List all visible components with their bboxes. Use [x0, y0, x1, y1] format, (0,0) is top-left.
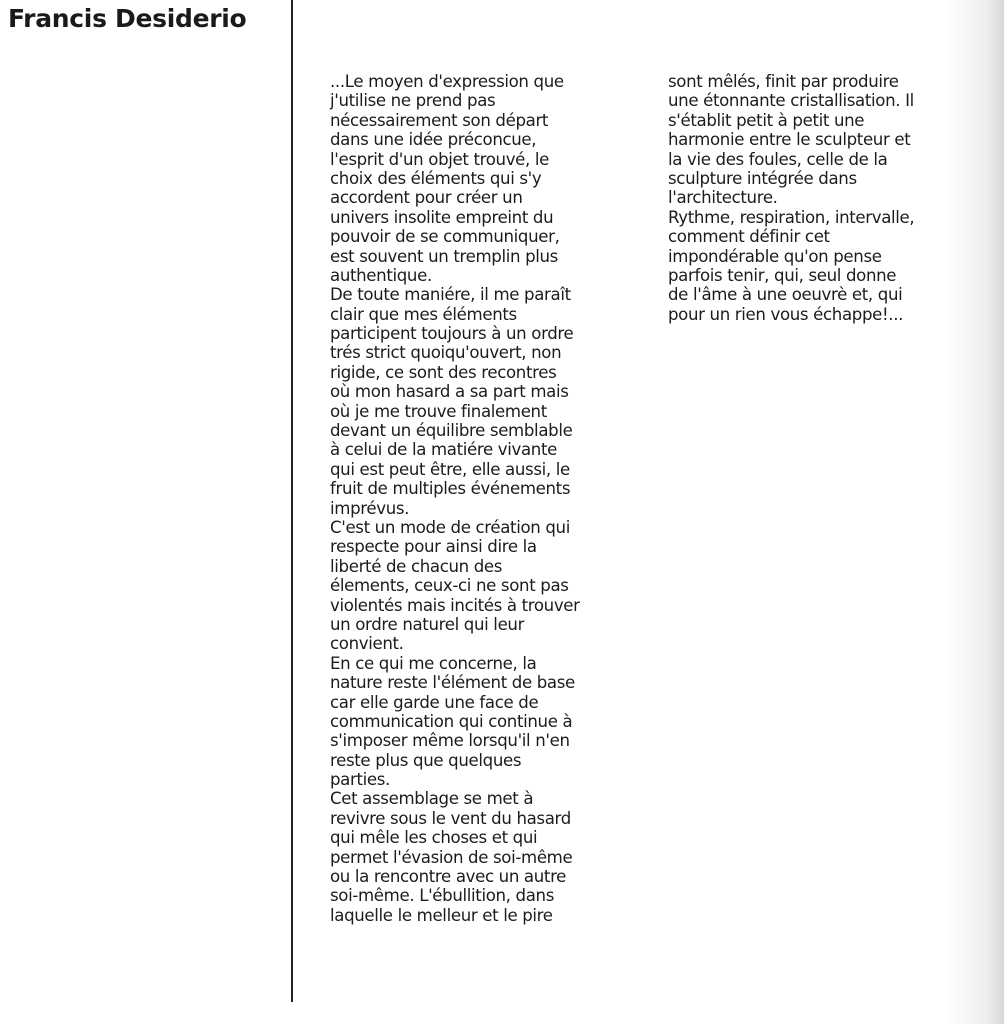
text-line: accordent pour créer un	[330, 188, 523, 208]
text-line: convient.	[330, 634, 404, 654]
text-line: un ordre naturel qui leur	[330, 614, 525, 634]
text-column-left	[330, 72, 640, 925]
text-line: participent toujours à un ordre	[330, 324, 574, 344]
text-line: reste plus que quelques	[330, 750, 522, 770]
text-line: où je me trouve finalement	[330, 401, 547, 421]
text-line: De toute maniére, il me paraît	[330, 285, 571, 305]
text-line: car elle garde une face de	[330, 692, 539, 712]
text-line: devant un équilibre semblable	[330, 421, 573, 441]
text-line: ...Le moyen d'expression que	[330, 72, 564, 91]
text-line: communication qui continue à	[330, 711, 573, 731]
text-line: sculpture intégrée dans	[668, 168, 857, 188]
text-line: choix des éléments qui s'y	[330, 168, 542, 188]
text-line: authentique.	[330, 265, 432, 285]
text-line: de l'âme à une oeuvrè et, qui	[668, 285, 903, 305]
text-line: univers insolite empreint du	[330, 207, 554, 227]
text-line: impondérable qu'on pense	[668, 246, 882, 266]
text-column-right	[668, 72, 968, 324]
text-line: qui mêle les choses et qui	[330, 828, 538, 848]
text-line: respecte pour ainsi dire la	[330, 537, 537, 557]
text-line: Cet assemblage se met à	[330, 789, 534, 809]
text-line: laquelle le melleur et le pire	[330, 905, 553, 925]
text-line: parties.	[330, 770, 390, 790]
text-line: C'est un mode de création qui	[330, 517, 570, 537]
text-line: une étonnante cristallisation. Il	[668, 91, 914, 111]
text-line: nature reste l'élément de base	[330, 673, 575, 693]
text-line: où mon hasard a sa part mais	[330, 382, 569, 402]
vertical-divider-rule	[291, 0, 293, 1002]
text-line: permet l'évasion de soi-même	[330, 847, 573, 867]
text-line: l'esprit d'un objet trouvé, le	[330, 149, 549, 169]
text-line: rigide, ce sont des recontres	[330, 362, 557, 382]
text-line: trés strict quoiqu'ouvert, non	[330, 343, 562, 363]
text-line: comment définir cet	[668, 227, 830, 247]
text-line: violentés mais incités à trouver	[330, 595, 580, 615]
text-line: pouvoir de se communiquer,	[330, 227, 560, 247]
text-line: s'établit petit à petit une	[668, 110, 865, 130]
text-line: soi-même. L'ébullition, dans	[330, 886, 554, 906]
text-line: à celui de la matiére vivante	[330, 440, 557, 460]
text-line: nécessairement son départ	[330, 110, 549, 130]
text-line: dans une idée préconcue,	[330, 130, 537, 150]
text-line: harmonie entre le sculpteur et	[668, 130, 911, 150]
text-line: clair que mes éléments	[330, 304, 517, 324]
text-line: j'utilise ne prend pas	[330, 91, 496, 111]
text-line: pour un rien vous échappe!...	[668, 304, 904, 324]
text-line: revivre sous le vent du hasard	[330, 808, 571, 828]
text-line: En ce qui me concerne, la	[330, 653, 537, 673]
text-line: sont mêlés, finit par produire	[668, 72, 899, 91]
text-line: liberté de chacun des	[330, 556, 503, 576]
text-line: qui est peut être, elle aussi, le	[330, 459, 570, 479]
text-line: fruit de multiples événements	[330, 479, 571, 499]
text-line: parfois tenir, qui, seul donne	[668, 265, 897, 285]
text-line: la vie des foules, celle de la	[668, 149, 888, 169]
text-line: l'architecture.	[668, 188, 778, 208]
artist-name-heading: Francis Desiderio	[8, 4, 247, 33]
text-line: s'imposer même lorsqu'il n'en	[330, 731, 570, 751]
text-line: Rythme, respiration, intervalle,	[668, 207, 915, 227]
text-line: est souvent un tremplin plus	[330, 246, 558, 266]
text-line: ou la rencontre avec un autre	[330, 867, 567, 887]
text-line: imprévus.	[330, 498, 410, 518]
text-line: élements, ceux-ci ne sont pas	[330, 576, 569, 596]
